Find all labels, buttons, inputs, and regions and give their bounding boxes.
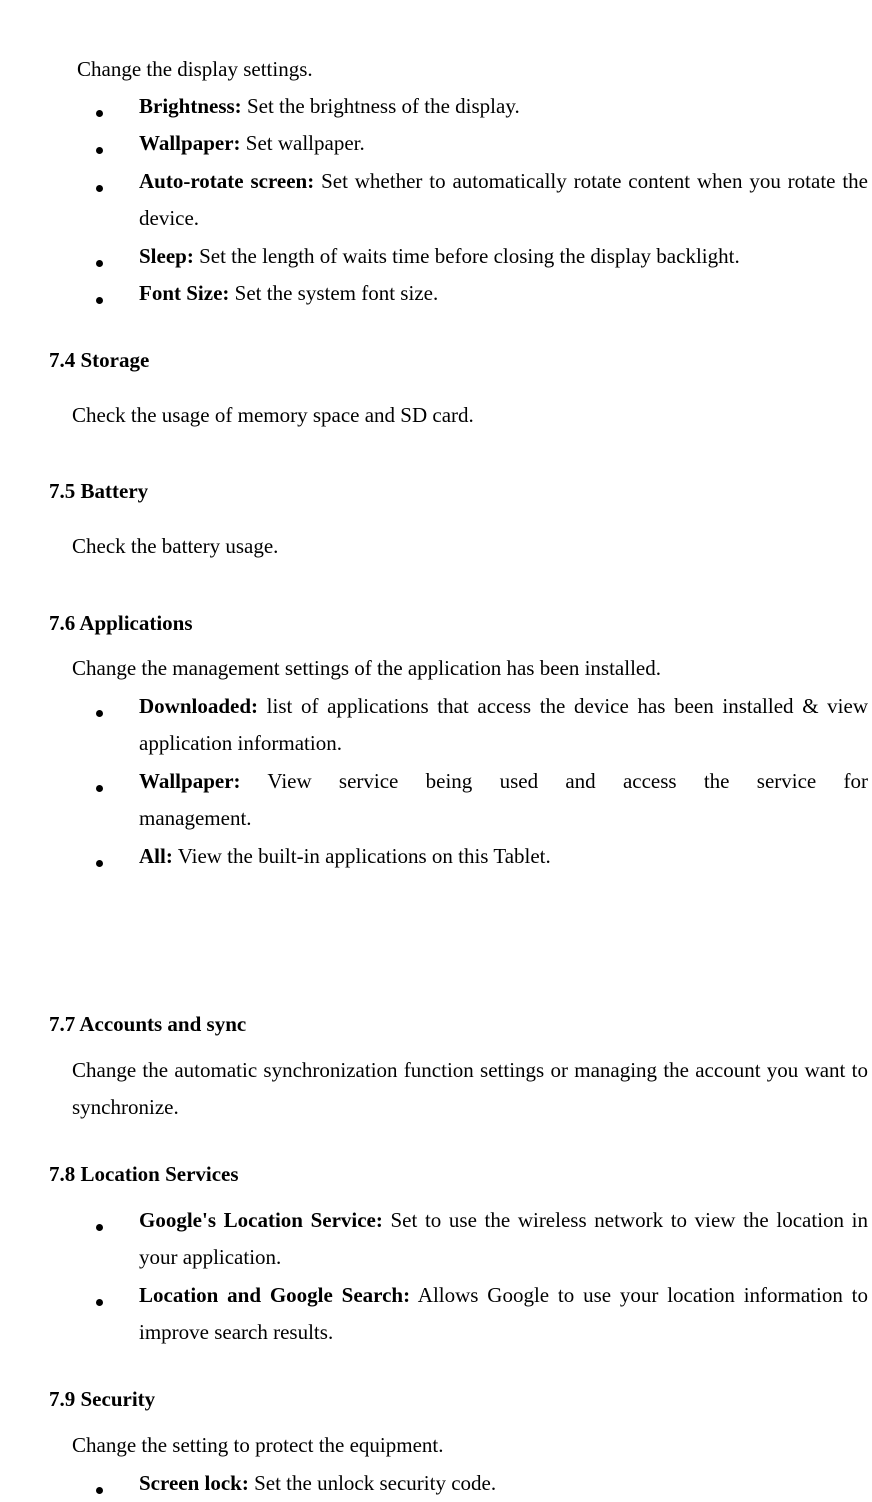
bullet-icon — [96, 860, 103, 867]
bullet-icon — [96, 147, 103, 154]
battery-description: Check the battery usage. — [72, 534, 279, 558]
display-intro: Change the display settings. — [77, 57, 313, 81]
list-item-downloaded — [139, 688, 868, 762]
bullet-icon — [96, 785, 103, 792]
item-description: Set the system font size. — [229, 281, 439, 305]
item-description: Set the length of waits time before closing the display backlight. — [193, 244, 740, 268]
list-item-location-google-search — [139, 1277, 868, 1351]
term-label: Wallpaper: — [139, 131, 241, 155]
bullet-icon — [96, 710, 103, 717]
term-label: Wallpaper: — [139, 769, 241, 793]
heading-accounts-sync: 7.7 Accounts and sync — [49, 1012, 247, 1036]
list-item-google-location-service — [139, 1202, 868, 1276]
item-description: View the built-in applications on this Tablet. — [172, 844, 551, 868]
term-label: Font Size: — [139, 281, 230, 305]
term-label: All: — [139, 844, 173, 868]
item-description: Set to use the wireless network to view the location in your application. — [139, 1208, 868, 1269]
term-label: Brightness: — [139, 94, 242, 118]
security-description: Change the setting to protect the equipment. — [72, 1433, 444, 1457]
list-item-auto-rotate — [139, 163, 868, 237]
item-description: View service being used and access the service for management. — [139, 769, 868, 830]
list-item-wallpaper — [139, 125, 868, 162]
term-label: Sleep: — [139, 244, 194, 268]
heading-storage: 7.4 Storage — [49, 348, 150, 372]
item-description: Set whether to automatically rotate content when you rotate the device. — [139, 169, 869, 230]
list-item-wallpaper-service — [139, 763, 868, 837]
heading-applications: 7.6 Applications — [49, 611, 193, 635]
storage-description: Check the usage of memory space and SD card. — [72, 403, 474, 427]
bullet-icon — [96, 260, 103, 267]
list-item-brightness — [139, 88, 868, 125]
bullet-icon — [96, 1299, 103, 1306]
item-description: Allows Google to use your location information to improve search results. — [139, 1283, 869, 1344]
bullet-icon — [96, 297, 103, 304]
bullet-icon — [96, 185, 103, 192]
list-item-all — [139, 838, 868, 875]
item-description: Set the brightness of the display. — [241, 94, 520, 118]
heading-location-services: 7.8 Location Services — [49, 1162, 239, 1186]
list-item-font-size — [139, 275, 868, 312]
applications-description: Change the management settings of the application has been installed. — [72, 656, 661, 680]
bullet-icon — [96, 1487, 103, 1494]
item-description: list of applications that access the device has been installed & view application information. — [139, 694, 868, 755]
list-item-sleep — [139, 238, 868, 275]
heading-battery: 7.5 Battery — [49, 479, 149, 503]
term-label: Downloaded: — [139, 694, 259, 718]
heading-security: 7.9 Security — [49, 1387, 156, 1411]
bullet-icon — [96, 110, 103, 117]
list-item-screen-lock — [139, 1465, 868, 1502]
term-label: Screen lock: — [139, 1471, 249, 1495]
term-label: Auto-rotate screen: — [139, 169, 315, 193]
item-description: Set the unlock security code. — [248, 1471, 497, 1495]
term-label: Location and Google Search: — [139, 1283, 411, 1307]
term-label: Google's Location Service: — [139, 1208, 383, 1232]
accounts-description: Change the automatic synchronization function settings or managing the account you want to synchronize. — [72, 1058, 868, 1119]
bullet-icon — [96, 1224, 103, 1231]
item-description: Set wallpaper. — [240, 131, 365, 155]
